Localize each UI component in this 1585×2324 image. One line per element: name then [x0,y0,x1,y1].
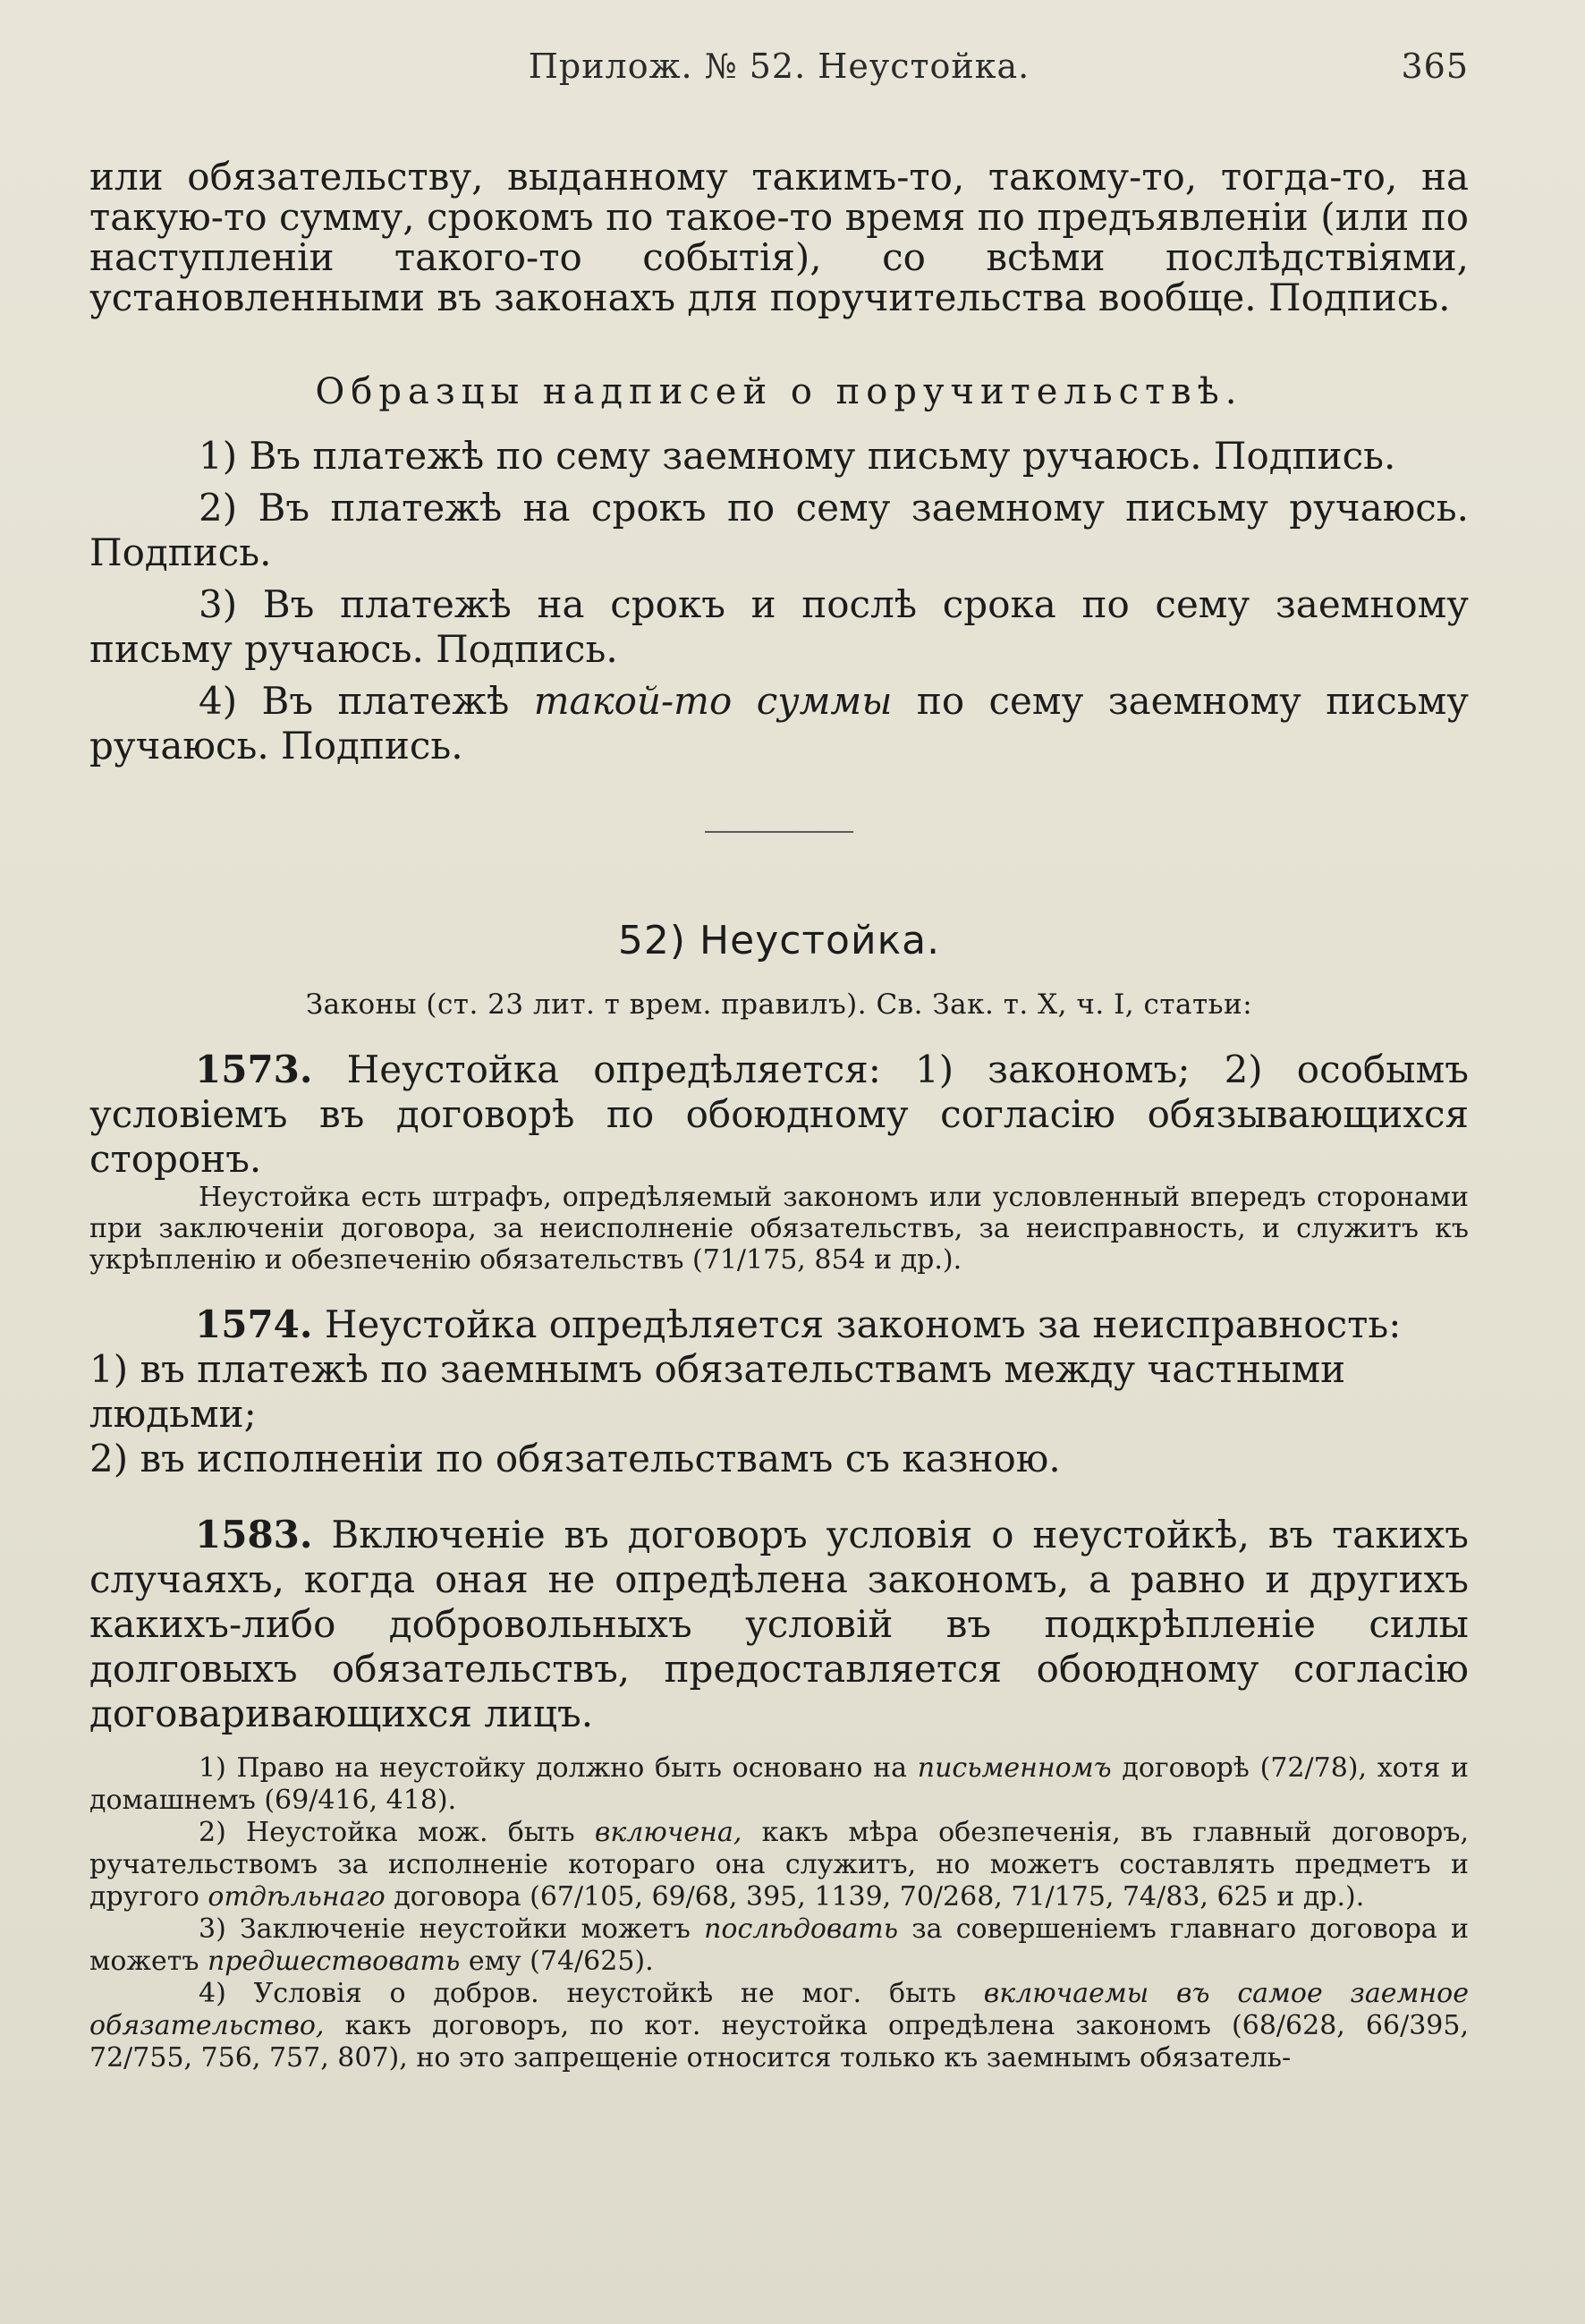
article-1574-item-1: 1) въ платежѣ по заемнымъ обязательствамъ между частными людьми; [89,1347,1346,1436]
article-1573: 1573. Неустойка опредѣляется: 1) закономъ; 2) особымъ условіемъ въ договорѣ по обоюдному согласію обязывающихся сторонъ. [89,1047,1469,1181]
page-body [89,157,1469,2074]
laws-line: Законы (ст. 23 лит. т врем. правилъ). Св. Зак. т. X, ч. I, статьи: [305,988,1253,1021]
note-1: 1) Право на неустойку должно быть основано на письменномъ договорѣ (72/78), хотя и домашнемъ (69/416, 418). [89,1752,1469,1816]
sample-item-4-italic: такой-то суммы [533,679,893,723]
running-title: Прилож. № 52. Неустойка. [528,47,1030,86]
intro-paragraph: или обязательству, выданному такимъ-то, такому-то, тогда-то, на такую-то сумму, срокомъ по такое-то время по предъявленіи (или по наступленіи такого-то событія), со всѣми послѣдствіями, установленными въ законахъ для поручительства вообще. Подпись. [89,155,1469,319]
article-number: 1573. [195,1047,313,1091]
page-number: 365 [1401,47,1469,86]
article-1583: 1583. Включеніе въ договоръ условія о неустойкѣ, въ такихъ случаяхъ, когда оная не опредѣлена закономъ, а равно и другихъ какихъ-либо добровольныхъ условій въ подкрѣпленіе силы долговыхъ обязательствъ, предоставляется обоюдному согласію договаривающихся лицъ. [89,1513,1469,1735]
article-1573-comment: Неустойка есть штрафъ, опредѣляемый закономъ или условленный впередъ сторонами при заключеніи договора, за неисполненіе обязательствъ, за неисправность, и служитъ къ укрѣпленію и обезпеченію обязательствъ (71/175, 854 и др.). [89,1182,1469,1276]
article-1574-item-2: 2) въ исполненіи по обязательствамъ съ казною. [89,1437,1061,1480]
running-header [89,47,1469,100]
sample-item-1: 1) Въ платежѣ по сему заемному письму ручаюсь. Подпись. [199,434,1396,478]
samples-title: Образцы надписей о поручительствѣ. [315,371,1243,412]
article-number: 1583. [195,1513,313,1556]
note-4: 4) Условія о добров. неустойкѣ не мог. быть включаемы въ самое заемное обязательство, какъ договоръ, по кот. неустойка опредѣлена закономъ (68/628, 66/395, 72/755, 756, 757, 807), но это запрещеніе относится только къ заемнымъ обязатель- [89,1978,1469,2074]
article-number: 1574. [195,1302,313,1346]
note-2: 2) Неустойка мож. быть включена, какъ мѣра обезпеченія, въ главный договоръ, ручательствомъ за исполненіе котораго она служитъ, но можетъ составлять предметъ и другого отдѣльнаго договора (67/105, 69/68, 395, 1139, 70/268, 71/175, 74/83, 625 и др.). [89,1817,1469,1913]
note-3: 3) Заключеніе неустойки можетъ послѣдовать за совершеніемъ главнаго договора и можетъ предшествовать ему (74/625). [89,1913,1469,1977]
article-1574: 1574. Неустойка опредѣляется закономъ за неисправность: [195,1302,1402,1346]
section-heading: 52) Неустойка. [617,918,941,963]
sample-item-2: 2) Въ платежѣ на срокъ по сему заемному письму ручаюсь. Подпись. [89,486,1469,574]
sample-item-3: 3) Въ платежѣ на срокъ и послѣ срока по сему заемному письму ручаюсь. Подпись. [89,582,1469,671]
sample-item-4: 4) Въ платежѣ такой-то суммы по сему заемному письму ручаюсь. Подпись. [89,679,1469,768]
